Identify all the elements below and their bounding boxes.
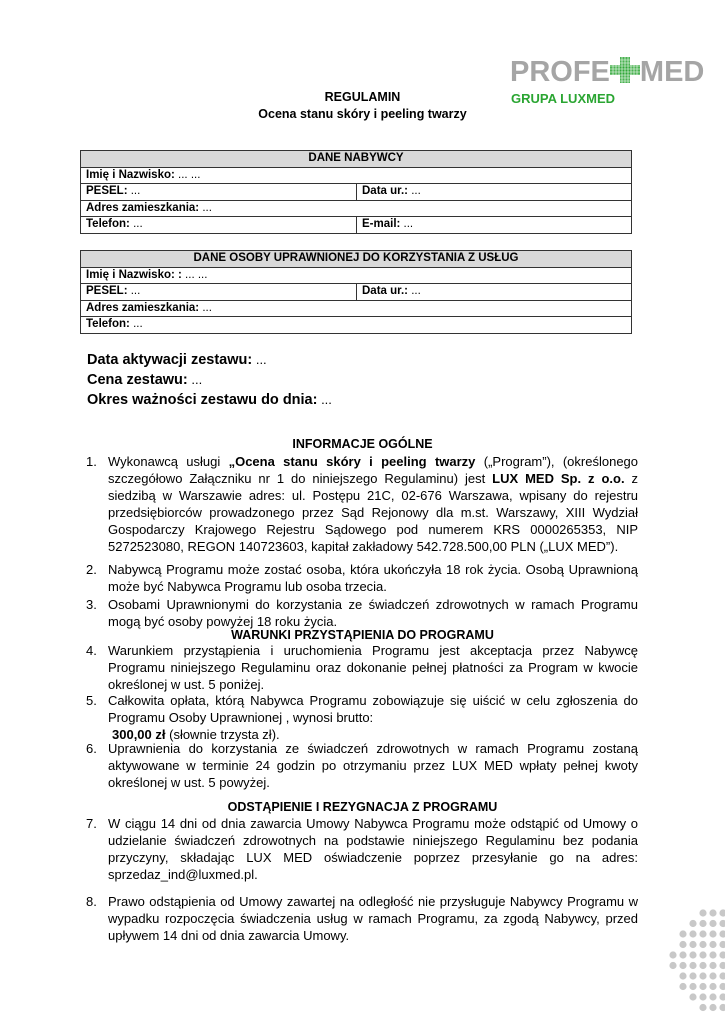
logo-group: GRUPA LUXMED — [511, 91, 615, 106]
section-join: WARUNKI PRZYSTĄPIENIA DO PROGRAMU — [231, 628, 494, 642]
page-title: REGULAMIN — [324, 90, 401, 104]
decorative-dots — [668, 908, 725, 1014]
logo-text-right: MED — [639, 56, 705, 88]
dot — [709, 941, 716, 948]
dot — [679, 972, 686, 979]
dot — [719, 941, 725, 948]
user-phone[interactable]: Telefon: ... — [81, 317, 632, 334]
dot — [689, 983, 696, 990]
dot — [679, 951, 686, 958]
dot — [719, 930, 725, 937]
dot — [689, 941, 696, 948]
dot — [699, 930, 706, 937]
user-heading: DANE OSOBY UPRAWNIONEJ DO KORZYSTANIA Z USŁUG — [81, 251, 632, 268]
list-item: 7. W ciągu 14 dni od dnia zawarcia Umowy Nabywca Programu może odstąpić od Umowy o udzielanie świadczeń zdrowotnych na podstawie niniejszego Regulaminu bez podania przyczyny, składając LUX MED oświadczenie poprzez przesyłanie go na adres: sprzedaz_ind@luxmed.pl. — [86, 816, 638, 882]
user-address[interactable]: Adres zamieszkania: ... — [81, 300, 632, 317]
dot — [709, 951, 716, 958]
dot — [719, 983, 725, 990]
dot — [709, 983, 716, 990]
dot — [679, 962, 686, 969]
dot — [709, 920, 716, 927]
dot — [719, 962, 725, 969]
dot — [699, 951, 706, 958]
activation-date: Data aktywacji zestawu: ... — [87, 352, 267, 368]
dot — [679, 941, 686, 948]
dot — [719, 1004, 725, 1011]
dot — [699, 993, 706, 1000]
buyer-name[interactable]: Imię i Nazwisko: ... ... — [81, 167, 632, 184]
buyer-dob[interactable]: Data ur.: ... — [357, 184, 632, 201]
dot — [699, 941, 706, 948]
dot — [689, 962, 696, 969]
logo-cross-icon — [610, 57, 640, 83]
dot — [689, 920, 696, 927]
list-item: 6. Uprawnienia do korzystania ze świadczeń zdrowotnych w ramach Programu zostaną aktywowane w terminie 24 godzin po otrzymaniu przez LUX MED wpłaty pełnej kwoty określonej w ust. 5 powyżej. — [86, 741, 638, 790]
dot — [679, 930, 686, 937]
dot — [709, 1004, 716, 1011]
buyer-pesel[interactable]: PESEL: ... — [81, 184, 357, 201]
buyer-address[interactable]: Adres zamieszkania: ... — [81, 200, 632, 217]
dot — [689, 951, 696, 958]
buyer-email[interactable]: E-mail: ... — [357, 217, 632, 234]
buyer-heading: DANE NABYWCY — [81, 151, 632, 168]
dot — [699, 962, 706, 969]
dot — [719, 993, 725, 1000]
dot — [709, 993, 716, 1000]
dot — [719, 972, 725, 979]
list-item: 3. Osobami Uprawnionymi do korzystania ze świadczeń zdrowotnych w ramach Programu mogą być osoby powyżej 18 roku życia. — [86, 597, 638, 629]
section-general: INFORMACJE OGÓLNE — [292, 437, 433, 451]
dot — [699, 983, 706, 990]
list-item: 4. Warunkiem przystąpienia i uruchomienia Programu jest akceptacja przez Nabywcę Programu niniejszego Regulaminu oraz dokonanie pełnej płatności za Program w kwocie określonej w ust. 5 poniżej. — [86, 643, 638, 692]
dot — [709, 909, 716, 916]
user-pesel[interactable]: PESEL: ... — [81, 284, 357, 301]
dot — [669, 962, 676, 969]
dot — [699, 1004, 706, 1011]
validity-date: Okres ważności zestawu do dnia: ... — [87, 392, 332, 408]
dot — [699, 972, 706, 979]
user-table — [80, 250, 632, 334]
user-name[interactable]: Imię i Nazwisko: : ... ... — [81, 267, 632, 284]
list-item: 2. Nabywcą Programu może zostać osoba, która ukończyła 18 rok życia. Osobą Uprawnioną może być Nabywca Programu lub osoba trzecia. — [86, 562, 638, 594]
dot — [719, 909, 725, 916]
dot — [699, 909, 706, 916]
dot — [669, 951, 676, 958]
section-withdraw: ODSTĄPIENIE I REZYGNACJA Z PROGRAMU — [227, 800, 498, 814]
dot — [699, 920, 706, 927]
buyer-table — [80, 150, 632, 234]
dot — [709, 972, 716, 979]
dot — [709, 962, 716, 969]
dot — [719, 951, 725, 958]
set-price: Cena zestawu: ... — [87, 372, 203, 388]
list-item: 5. Całkowita opłata, którą Nabywca Programu zobowiązuje się uiścić w celu zgłoszenia do Programu Osoby Uprawnionej , wynosi brutto: 300,00 zł (słownie trzysta zł). — [86, 693, 638, 742]
logo — [510, 56, 704, 89]
logo-text-left: PROFE — [510, 56, 610, 88]
dot — [689, 972, 696, 979]
list-item: 1. Wykonawcą usługi „Ocena stanu skóry i peeling twarzy („Program”), (określonego szczegółowo Załączniku nr 1 do niniejszego Regulaminu) jest LUX MED Sp. z o.o. z siedzibą w Warszawie adres: ul. Postępu 21C, 02-676 Warszawa, wpisany do rejestru przedsiębiorców prowadzonego przez Sąd Rejonowy dla m.st. Warszawy, XIII Wydział Gospodarczy Krajowego Rejestru Sądowego pod numerem KRS 0000265353, NIP 5272523080, REGON 140723603, kapitał zakładowy 542.728.500,00 PLN („LUX MED”). — [86, 454, 639, 554]
dot — [709, 930, 716, 937]
dot — [679, 983, 686, 990]
dot — [719, 920, 725, 927]
dot — [689, 993, 696, 1000]
buyer-phone[interactable]: Telefon: ... — [81, 217, 357, 234]
list-item: 8. Prawo odstąpienia od Umowy zawartej na odległość nie przysługuje Nabywcy Programu w wypadku rozpoczęcia świadczenia usług w ramach Programu, za zgodą Nabywcy, przed upływem 14 dni od dnia zawarcia Umowy. — [86, 894, 638, 943]
user-dob[interactable]: Data ur.: ... — [357, 284, 632, 301]
page-subtitle: Ocena stanu skóry i peeling twarzy — [258, 107, 467, 121]
dot — [689, 930, 696, 937]
